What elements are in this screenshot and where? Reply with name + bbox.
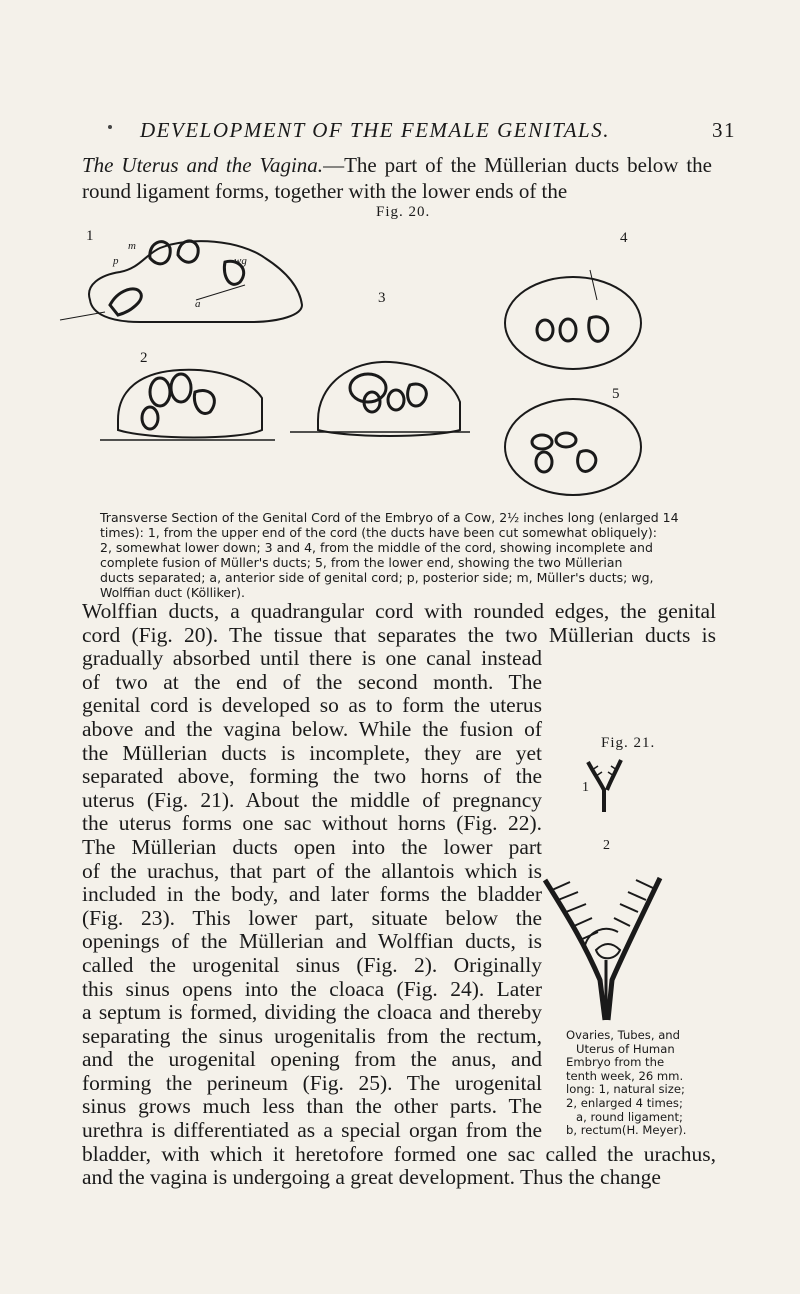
text-line: sinus grows much less than the other parts. The [82,1094,542,1119]
caption-line: 2, enlarged 4 times; [566,1095,683,1110]
caption-line: times): 1, from the upper end of the cord (the ducts have been cut somewhat obliquely): [100,525,657,540]
figure-21-number: 1 [582,780,589,795]
text-line: Wolffian ducts, a quadrangular cord with rounded edges, the genital [82,599,716,623]
letter-label-wg: wg [234,255,247,267]
section-number: 2 [140,350,148,366]
caption-line: ducts separated; a, anterior side of genital cord; p, posterior side; m, Müller's ducts; wg, [100,570,654,585]
section-number: 3 [378,290,386,306]
text-line: the Müllerian ducts is incomplete, they are yet [82,740,542,765]
letter-label-m: m [128,240,136,252]
caption-line: Embryo from the [566,1055,665,1070]
text-line: and the urogenital opening from the anus, and [82,1047,542,1072]
figure-20-caption [84,510,722,600]
text-line: uterus (Fig. 21). About the middle of pregnancy [82,787,542,812]
letter-label-a: a [195,298,201,310]
text-line: separating the sinus urogenitalis from the rectum, [82,1023,542,1048]
section-2-drawing [100,370,275,440]
text-line: the uterus forms one sac without horns (Fig. 22). [82,811,542,836]
section-number: 5 [612,386,620,402]
caption-line: Uterus of Human [576,1041,675,1056]
text-line: gradually absorbed until there is one canal instead [82,646,542,671]
caption-line: tenth week, 26 mm. [566,1068,684,1083]
section-heading: The Uterus and the Vagina. [82,153,324,177]
caption-line: Ovaries, Tubes, and [566,1028,681,1042]
text-line: genital cord is developed so as to form the uterus [82,693,542,718]
text-line: openings of the Müllerian and Wolffian ducts, is [82,929,542,954]
text-line: cord (Fig. 20). The tissue that separates the two Müllerian ducts is [82,622,716,647]
text-line: and the vagina is undergoing a great development. Thus the change [82,1165,661,1190]
text-line: called the urogenital sinus (Fig. 2). Originally [82,952,542,977]
caption-line: b, rectum(H. Meyer). [566,1123,687,1138]
text-line: above and the vagina below. While the fusion of [82,716,542,741]
caption-line: a, round ligament; [576,1109,683,1124]
figure-21-caption [566,1029,730,1138]
text-line: included in the body, and later forms the bladder [82,882,542,907]
figure-21-number: 2 [603,838,610,853]
caption-line: Transverse Section of the Genital Cord of the Embryo of a Cow, 2½ inches long (enlarged 14 [100,510,679,525]
text-line: a septum is formed, dividing the cloaca and thereby [82,1000,542,1025]
section-4-drawing [505,270,641,369]
intro-text: —The part of the Müllerian ducts below the round ligament forms, together with the lower ends of the [82,153,713,203]
text-line: of the urachus, that part of the allantois which is [82,858,542,883]
figure-21-label: Fig. 21. [601,735,656,751]
text-line: (Fig. 23). This lower part, situate below the [82,905,542,930]
section-number: 1 [86,228,94,244]
letter-label-p: p [113,255,119,267]
text-line: bladder, with which it heretofore formed one sac called the urachus, [82,1141,716,1166]
text-line: this sinus opens into the cloaca (Fig. 24). Later [82,976,542,1001]
text-line: forming the perineum (Fig. 25). The urogenital [82,1070,542,1095]
caption-line: Wolffian duct (Kölliker). [100,585,245,600]
text-line: urethra is differentiated as a special organ from the [82,1118,542,1143]
section-3-drawing [290,362,470,436]
section-number: 4 [620,230,628,246]
text-line: of two at the end of the second month. The [82,669,542,694]
text-line: separated above, forming the two horns of the [82,764,542,789]
figure-20-illustration [0,0,800,520]
chapter-title: DEVELOPMENT OF THE FEMALE GENITALS. [140,118,610,142]
section-5-drawing [505,399,641,495]
caption-line: long: 1, natural size; [566,1082,685,1097]
section-1-drawing [60,241,302,322]
caption-line: complete fusion of Müller's ducts; 5, from the lower end, showing the two Müllerian [100,555,623,570]
page-number: 31 [712,118,736,142]
figure-20-label: Fig. 20. [376,204,431,220]
text-line: The Müllerian ducts open into the lower part [82,834,542,859]
caption-line: 2, somewhat lower down; 3 and 4, from the middle of the cord, showing incomplete and [100,540,653,555]
